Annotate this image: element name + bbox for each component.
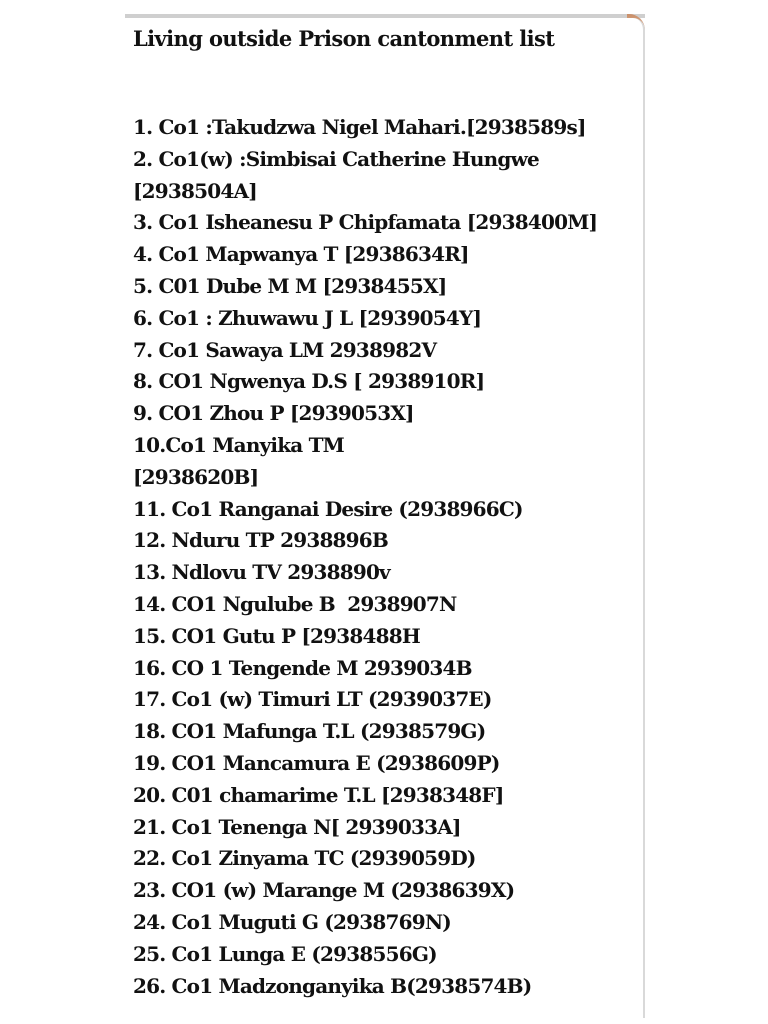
list-line: 12. Nduru TP 2938896B — [133, 528, 389, 553]
list-line: [2938504A] — [133, 178, 257, 203]
list-line: 7. Co1 Sawaya LM 2938982V — [133, 337, 437, 362]
list-line: 13. Ndlovu TV 2938890v — [133, 560, 390, 585]
list-line: 3. Co1 Isheanesu P Chipfamata [2938400M] — [133, 210, 598, 235]
list-line: 11. Co1 Ranganai Desire (2938966C) — [133, 496, 523, 521]
list-line: 10.Co1 Manyika TM — [133, 432, 344, 457]
list-line: 17. Co1 (w) Timuri LT (2939037E) — [133, 687, 492, 712]
list-line: 8. CO1 Ngwenya D.S [ 2938910R] — [133, 369, 485, 394]
list-line: [2938620B] — [133, 464, 259, 489]
list-line: 2. Co1(w) :Simbisai Catherine Hungwe — [133, 146, 539, 171]
list-line: 14. CO1 Ngulube B 2938907N — [133, 591, 457, 616]
list-line: 24. Co1 Muguti G (2938769N) — [133, 909, 451, 934]
list-line: 5. C01 Dube M M [2938455X] — [133, 273, 447, 298]
list-line: 23. CO1 (w) Marange M (2938639X) — [133, 878, 515, 903]
list-line: 19. CO1 Mancamura E (2938609P) — [133, 750, 500, 775]
list-line: 21. Co1 Tenenga N[ 2939033A] — [133, 814, 461, 839]
name-list — [133, 112, 633, 1002]
list-line: 18. CO1 Mafunga T.L (2938579G) — [133, 719, 486, 744]
list-line: 1. Co1 :Takudzwa Nigel Mahari.[2938589s] — [133, 115, 586, 139]
list-line: 20. C01 chamarime T.L [2938348F] — [133, 782, 504, 807]
list-line: 9. CO1 Zhou P [2939053X] — [133, 401, 414, 426]
list-line: 15. CO1 Gutu P [2938488H — [133, 623, 420, 648]
list-line: 26. Co1 Madzonganyika B(2938574B) — [133, 973, 532, 998]
list-line: 22. Co1 Zinyama TC (2939059D) — [133, 846, 476, 871]
list-line: 25. Co1 Lunga E (2938556G) — [133, 941, 437, 966]
list-line: 6. Co1 : Zhuwawu J L [2939054Y] — [133, 305, 482, 330]
list-line: 16. CO 1 Tengende M 2939034B — [133, 655, 472, 680]
list-line: 4. Co1 Mapwanya T [2938634R] — [133, 242, 469, 267]
document-title: Living outside Prison cantonment list — [133, 26, 555, 51]
